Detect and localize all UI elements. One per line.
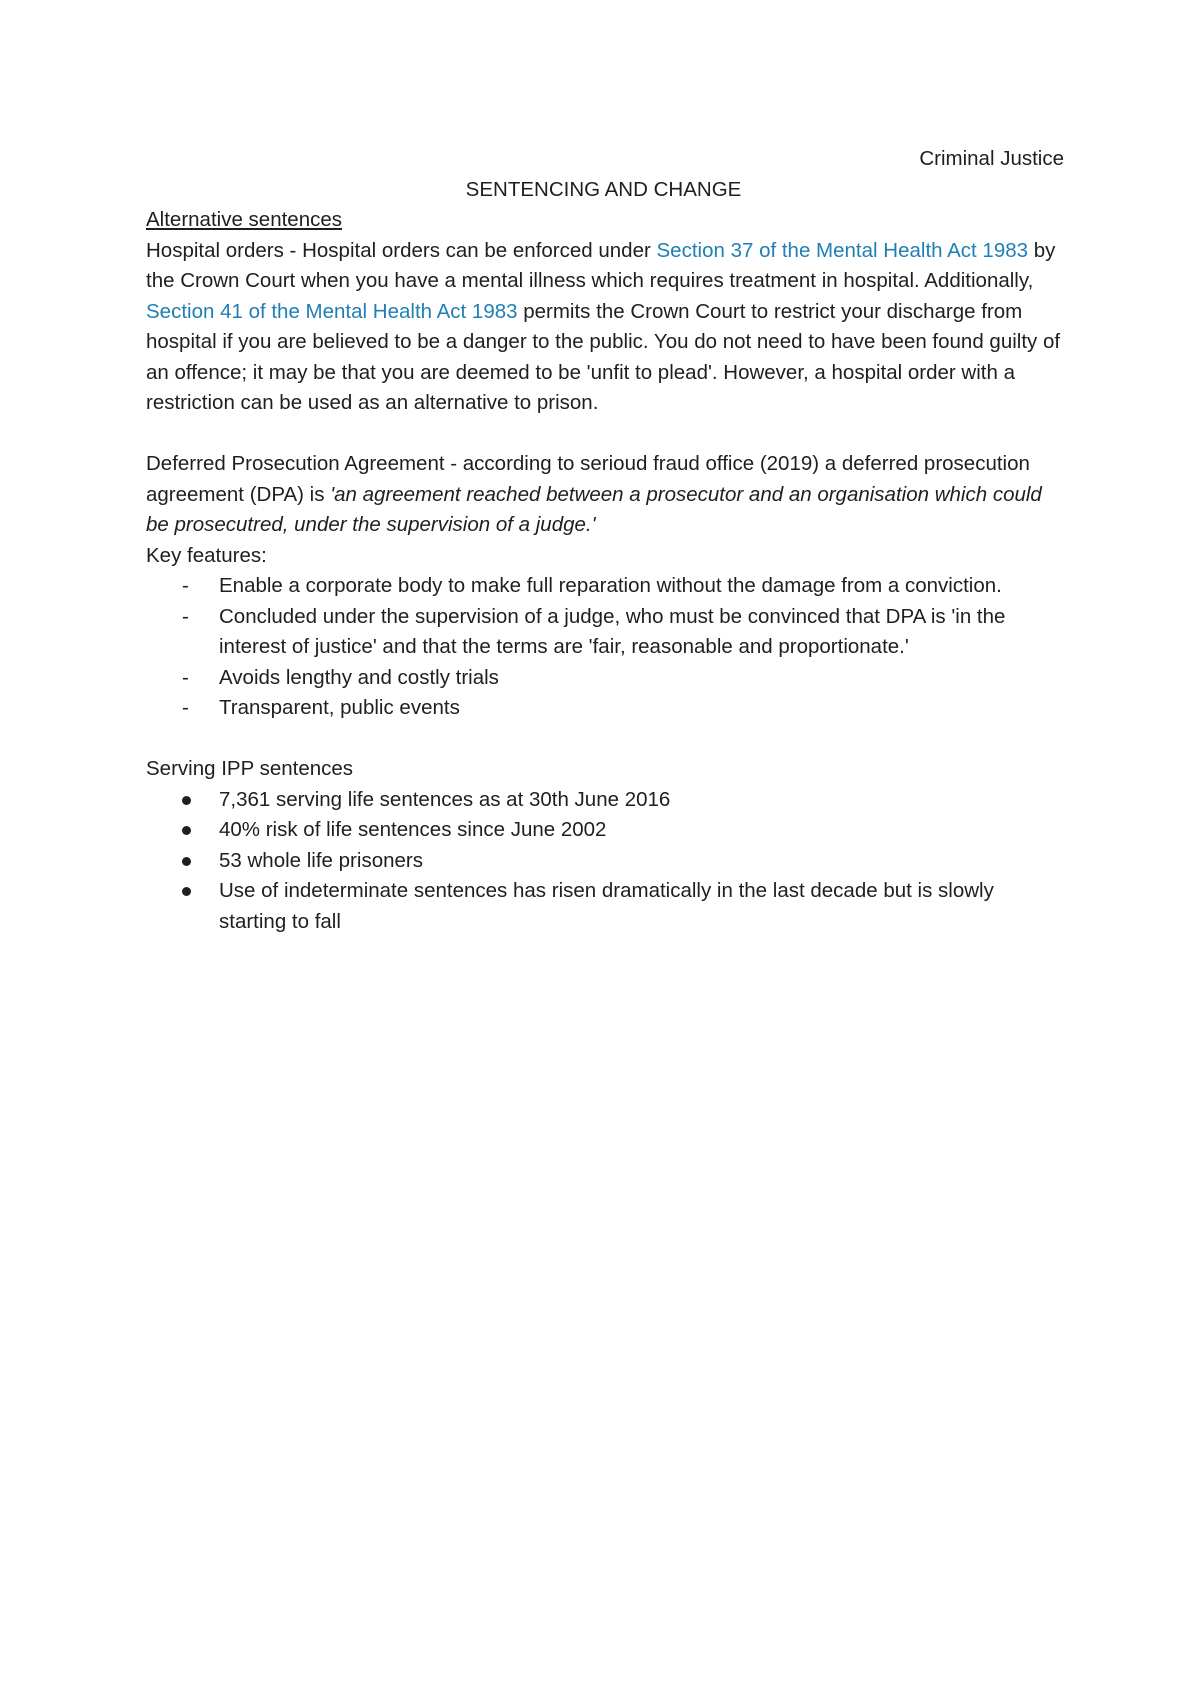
hospital-orders-lead: Hospital orders - [146, 238, 303, 262]
list-item [146, 663, 1061, 694]
list-item [146, 785, 1061, 816]
key-features-list [146, 571, 1061, 724]
dash-marker: - [182, 574, 189, 597]
hospital-orders-text-2: by the Crown Court when you have a mental illness which requires treatment in hospital. Additionally, [146, 238, 1056, 292]
list-item [146, 876, 1061, 937]
spacer [146, 724, 1061, 755]
hospital-orders-paragraph [146, 236, 1061, 419]
list-item [146, 846, 1061, 877]
list-item-text: 7,361 serving life sentences as at 30th June 2016 [219, 787, 671, 811]
spacer [146, 419, 1061, 450]
list-item-text: Transparent, public events [219, 696, 460, 719]
section-heading-alternative-sentences: Alternative sentences [146, 208, 343, 231]
course-name: Criminal Justice [919, 147, 1064, 170]
bullet-icon [182, 887, 191, 896]
document-body [146, 144, 1064, 937]
list-item [146, 693, 1061, 724]
key-features-label: Key features: [146, 543, 267, 567]
ipp-list [146, 785, 1061, 938]
dash-marker: - [182, 665, 189, 689]
list-item-text: Concluded under the supervision of a judge, who must be convinced that DPA is 'in the interest of justice' and that the terms are 'fair, reasonable and proportionate.' [219, 604, 1006, 658]
list-item-text: 40% risk of life sentences since June 2002 [219, 818, 607, 841]
link-section-37[interactable]: Section 37 of the Mental Health Act 1983 [656, 238, 1029, 262]
dash-marker: - [182, 604, 189, 628]
list-item [146, 602, 1061, 663]
list-item-text: Avoids lengthy and costly trials [219, 665, 499, 689]
list-item-text: 53 whole life prisoners [219, 848, 423, 872]
link-section-41[interactable]: Section 41 of the Mental Health Act 1983 [146, 299, 518, 323]
dpa-quote: 'an agreement reached between a prosecutor and an organisation which could be prosecutred, under the supervision of a judge.' [146, 482, 1042, 536]
dpa-paragraph [146, 449, 1061, 541]
list-item-text: Enable a corporate body to make full reparation without the damage from a conviction. [219, 574, 1002, 597]
ipp-heading: Serving IPP sentences [146, 757, 354, 780]
list-item [146, 815, 1061, 846]
document-title: SENTENCING AND CHANGE [465, 177, 742, 201]
dash-marker: - [182, 696, 189, 719]
list-item-text: Use of indeterminate sentences has risen dramatically in the last decade but is slowly starting to fall [219, 879, 994, 933]
bullet-icon [182, 857, 191, 866]
list-item [146, 571, 1061, 602]
dpa-text: Deferred Prosecution Agreement - according to serioud fraud office (2019) a deferred prosecution agreement (DPA) is [146, 452, 1030, 506]
bullet-icon [182, 826, 191, 835]
hospital-orders-text-3: permits the Crown Court to restrict your discharge from hospital if you are believed to be a danger to the public. You do not need to have been found guilty of an offence; it may be that you are deemed to be 'unfit to plead'. However, a hospital order with a restriction can be used as an alternative to prison. [146, 299, 1061, 414]
hospital-orders-text-1: Hospital orders can be enforced under [302, 238, 657, 262]
bullet-icon [182, 796, 191, 805]
